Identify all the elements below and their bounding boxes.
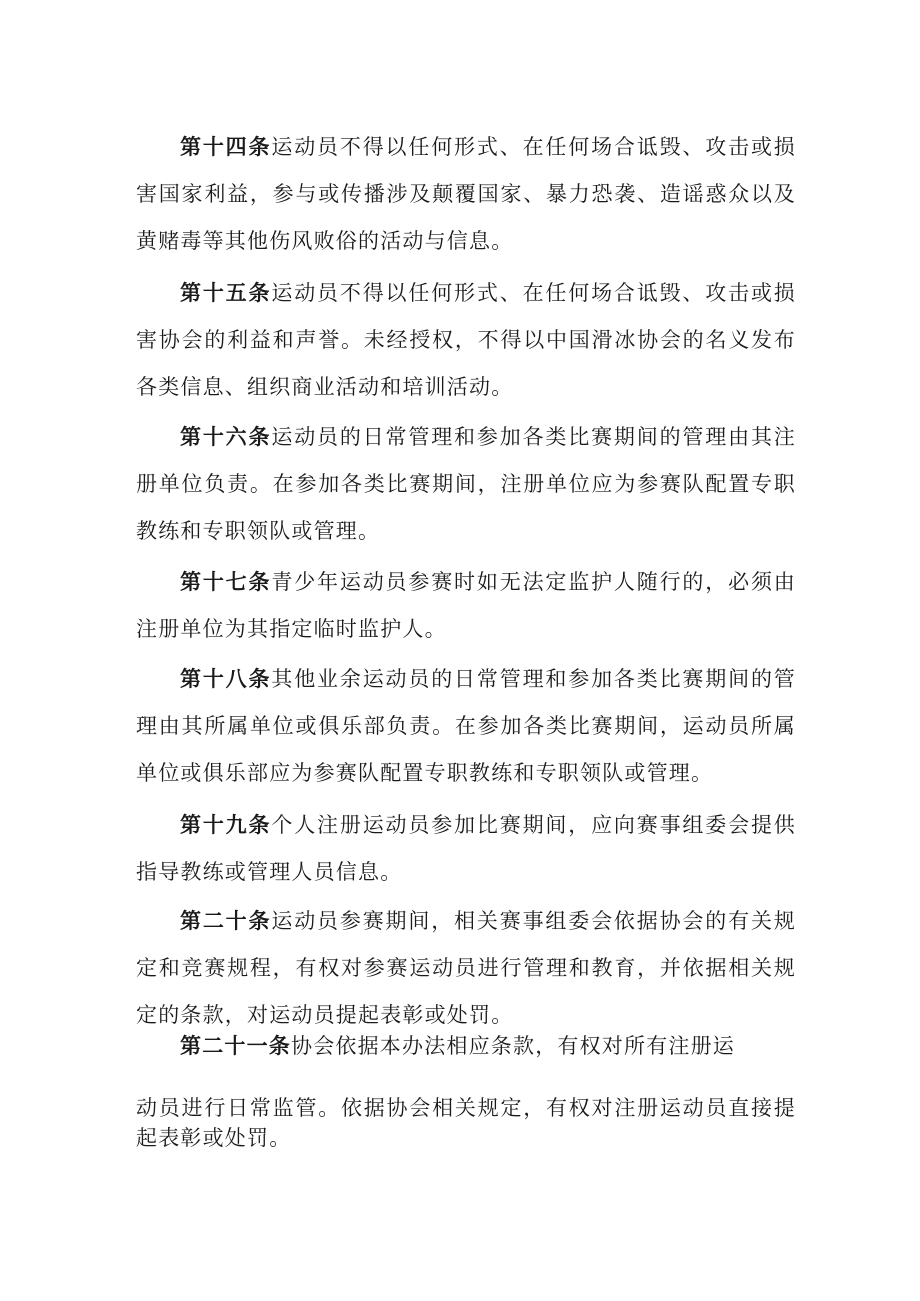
article-14 — [136, 124, 796, 265]
article-text: 青少年运动员参赛时如无法定监护人随行的，必须由注册单位为其指定临时监护人。 — [136, 570, 796, 641]
article-heading: 第十四条 — [180, 135, 272, 159]
article-text: 其他业余运动员的日常管理和参加各类比赛期间的管理由其所属单位或俱乐部负责。在参加各类比赛期间，运动员所属单位或俱乐部应为参赛队配置专职教练和专职领队或管理。 — [136, 667, 796, 785]
article-16 — [136, 414, 796, 555]
article-18 — [136, 656, 796, 797]
article-heading: 第十六条 — [180, 425, 272, 449]
article-text: 动员进行日常监管。依据协会相关规定，有权对注册运动员直接提起表彰或处罚。 — [136, 1096, 796, 1150]
article-19 — [136, 802, 796, 896]
article-heading: 第十八条 — [180, 667, 272, 691]
article-20 — [136, 898, 796, 1039]
article-text: 协会依据本办法相应条款，有权对所有注册运 — [291, 1034, 735, 1058]
article-text: 运动员的日常管理和参加各类比赛期间的管理由其注册单位负责。在参加各类比赛期间，注册单位应为参赛队配置专职教练和专职领队或管理。 — [136, 425, 796, 543]
article-text: 运动员参赛期间，相关赛事组委会依据协会的有关规定和竞赛规程，有权对参赛运动员进行管理和教育，并依据相关规定的条款，对运动员提起表彰或处罚。 — [136, 909, 796, 1027]
article-15 — [136, 270, 796, 411]
article-17 — [136, 559, 796, 653]
article-text: 个人注册运动员参加比赛期间，应向赛事组委会提供指导教练或管理人员信息。 — [136, 813, 796, 884]
article-heading: 第十七条 — [180, 570, 272, 594]
article-heading: 第十九条 — [180, 813, 272, 837]
article-heading: 第二十一条 — [180, 1034, 291, 1058]
article-text: 运动员不得以任何形式、在任何场合诋毁、攻击或损害协会的利益和声誉。未经授权，不得以中国滑冰协会的名义发布各类信息、组织商业活动和培训活动。 — [136, 281, 796, 399]
article-21-continuation — [136, 1093, 796, 1153]
article-21-first-line — [136, 1023, 736, 1070]
article-heading: 第十五条 — [180, 281, 272, 305]
article-heading: 第二十条 — [180, 909, 272, 933]
article-text: 运动员不得以任何形式、在任何场合诋毁、攻击或损害国家利益，参与或传播涉及颠覆国家、暴力恐袭、造谣惑众以及黄赌毒等其他伤风败俗的活动与信息。 — [136, 135, 796, 253]
